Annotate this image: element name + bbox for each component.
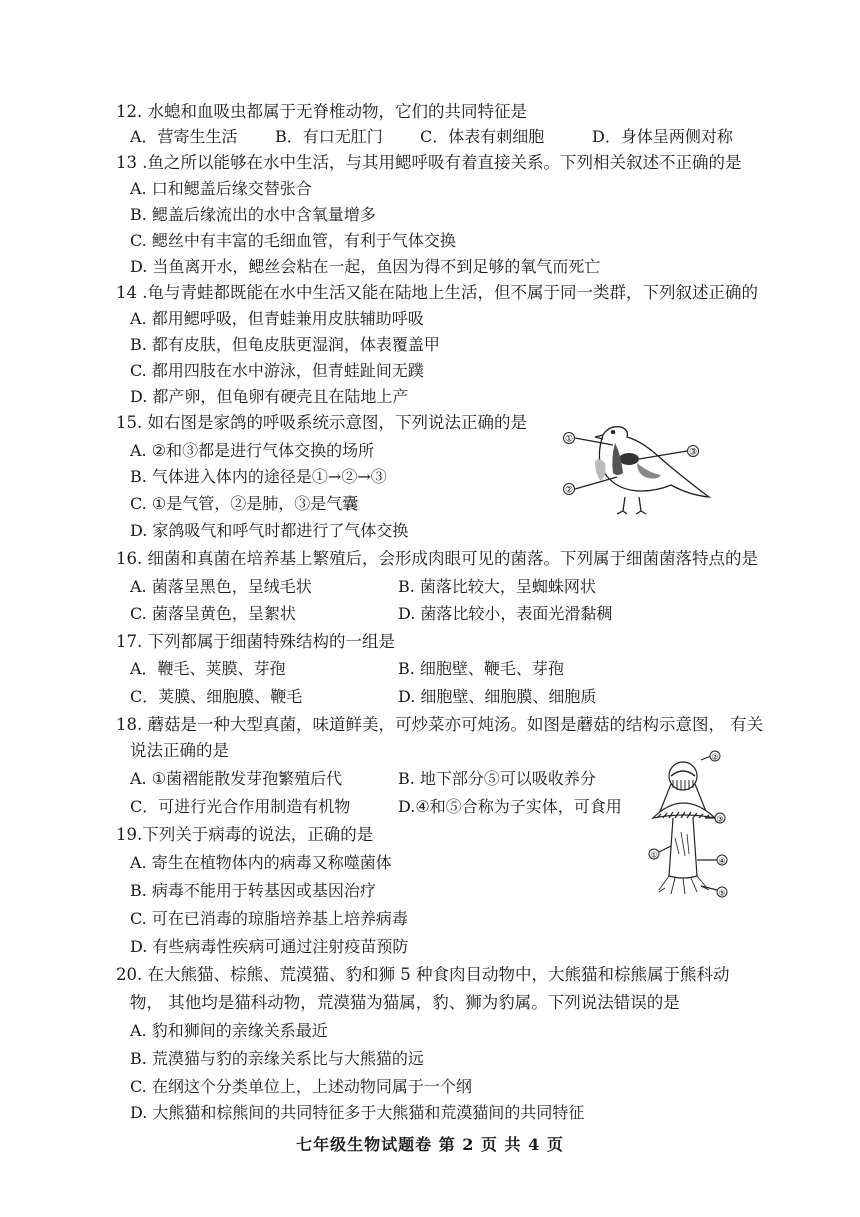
question-18-option-d: D.④和⑤合称为子实体，可食用 (398, 797, 622, 816)
question-15-option-a: A. ②和③都是进行气体交换的场所 (130, 441, 375, 460)
question-20-option-d: D. 大熊猫和棕熊间的共同特征多于大熊猫和荒漠猫间的共同特征 (130, 1103, 585, 1122)
question-15-stem: 15. 如右图是家鸽的呼吸系统示意图，下列说法正确的是 (116, 413, 527, 432)
mushroom-label-5: ⑤ (718, 888, 726, 898)
question-14-option-b: B. 都有皮肤，但龟皮肤更湿润，体表覆盖甲 (130, 335, 440, 354)
question-19-stem: 19.下列关于病毒的说法，正确的是 (116, 825, 374, 844)
question-17-option-d: D. 细胞壁、细胞膜、细胞质 (398, 687, 597, 706)
question-19-option-b: B. 病毒不能用于转基因或基因治疗 (130, 881, 376, 900)
question-16-option-b: B. 菌落比较大，呈蜘蛛网状 (398, 577, 596, 596)
question-17-option-a: A．鞭毛、荚膜、芽孢 (130, 659, 286, 678)
question-12-stem: 12. 水螅和血吸虫都属于无脊椎动物，它们的共同特征是 (116, 102, 527, 121)
question-13-option-b: B. 鳃盖后缘流出的水中含氧量增多 (130, 205, 376, 224)
mushroom-structure-diagram (645, 748, 735, 908)
question-18-option-c: C．可进行光合作用制造有机物 (130, 797, 351, 816)
question-15-option-b: B. 气体进入体内的途径是①→②→③ (130, 467, 387, 486)
question-20-stem: 20. 在大熊猫、棕熊、荒漠猫、豹和狮 5 种食肉目动物中，大熊猫和棕熊属于熊科动 (116, 965, 730, 984)
question-20-stem-continued: 物， 其他均是猫科动物，荒漠猫为猫属，豹、狮为豹属。下列说法错误的是 (130, 993, 680, 1012)
question-19-option-a: A. 寄生在植物体内的病毒又称噬菌体 (130, 853, 392, 872)
question-14-option-d: D. 都产卵，但龟卵有硬壳且在陆地上产 (130, 387, 409, 406)
page-footer: 七年级生物试题卷 第 2 页 共 4 页 (296, 1135, 564, 1154)
question-12-option-d: D．身体呈两侧对称 (592, 127, 733, 146)
question-17-option-c: C．荚膜、细胞膜、鞭毛 (130, 687, 303, 706)
question-16-stem: 16. 细菌和真菌在培养基上繁殖后，会形成肉眼可见的菌落。下列属于细菌菌落特点的是 (116, 549, 758, 568)
question-16-option-c: C. 菌落呈黄色，呈絮状 (130, 604, 296, 623)
question-18-stem: 18. 蘑菇是一种大型真菌，味道鲜美，可炒菜亦可炖汤。如图是蘑菇的结构示意图， 有关 (116, 715, 764, 734)
question-14-stem: 14 .龟与青蛙都既能在水中生活又能在陆地上生活，但不属于同一类群，下列叙述正确的 (116, 283, 758, 302)
mushroom-label-1: ① (650, 850, 658, 860)
pigeon-respiratory-diagram (555, 415, 715, 520)
question-20-option-c: C. 在纲这个分类单位上，上述动物同属于一个纲 (130, 1077, 472, 1096)
question-19-option-d: D. 有些病毒性疾病可通过注射疫苗预防 (130, 937, 409, 956)
question-12-option-a: A．营寄生生活 (130, 127, 238, 146)
pigeon-label-2: ② (564, 485, 574, 496)
question-13-stem: 13 .鱼之所以能够在水中生活，与其用鳃呼吸有着直接关系。下列相关叙述不正确的是 (116, 153, 742, 172)
question-14-option-c: C. 都用四肢在水中游泳，但青蛙趾间无蹼 (130, 361, 424, 380)
question-19-option-c: C. 可在已消毒的琼脂培养基上培养病毒 (130, 909, 408, 928)
question-16-option-d: D. 菌落比较小，表面光滑黏稠 (398, 604, 613, 623)
question-17-option-b: B. 细胞壁、鞭毛、芽孢 (398, 659, 564, 678)
question-18-option-a: A. ①菌褶能散发芽孢繁殖后代 (130, 769, 343, 788)
pigeon-label-1: ① (564, 434, 574, 445)
mushroom-label-4: ④ (718, 856, 726, 866)
question-14-option-a: A. 都用鳃呼吸，但青蛙兼用皮肤辅助呼吸 (130, 309, 424, 328)
pigeon-label-3: ③ (688, 447, 698, 458)
question-12-option-c: C．体表有刺细胞 (420, 127, 545, 146)
question-15-option-c: C. ①是气管，②是肺，③是气囊 (130, 494, 359, 513)
question-18-stem-continued: 说法正确的是 (130, 741, 229, 760)
mushroom-label-3: ③ (716, 814, 724, 824)
question-16-option-a: A. 菌落呈黑色，呈绒毛状 (130, 577, 312, 596)
question-13-option-d: D. 当鱼离开水，鳃丝会粘在一起，鱼因为得不到足够的氧气而死亡 (130, 257, 601, 276)
question-12-option-b: B．有口无肛门 (275, 127, 383, 146)
mushroom-label-2: ② (711, 752, 719, 762)
question-20-option-b: B. 荒漠猫与豹的亲缘关系比与大熊猫的远 (130, 1049, 424, 1068)
question-13-option-a: A. 口和鳃盖后缘交替张合 (130, 179, 312, 198)
question-18-option-b: B. 地下部分⑤可以吸收养分 (398, 769, 596, 788)
question-20-option-a: A. 豹和狮间的亲缘关系最近 (130, 1021, 328, 1040)
question-13-option-c: C. 鳃丝中有丰富的毛细血管，有利于气体交换 (130, 231, 456, 250)
question-15-option-d: D. 家鸽吸气和呼气时都进行了气体交换 (130, 521, 409, 540)
question-17-stem: 17. 下列都属于细菌特殊结构的一组是 (116, 632, 395, 651)
